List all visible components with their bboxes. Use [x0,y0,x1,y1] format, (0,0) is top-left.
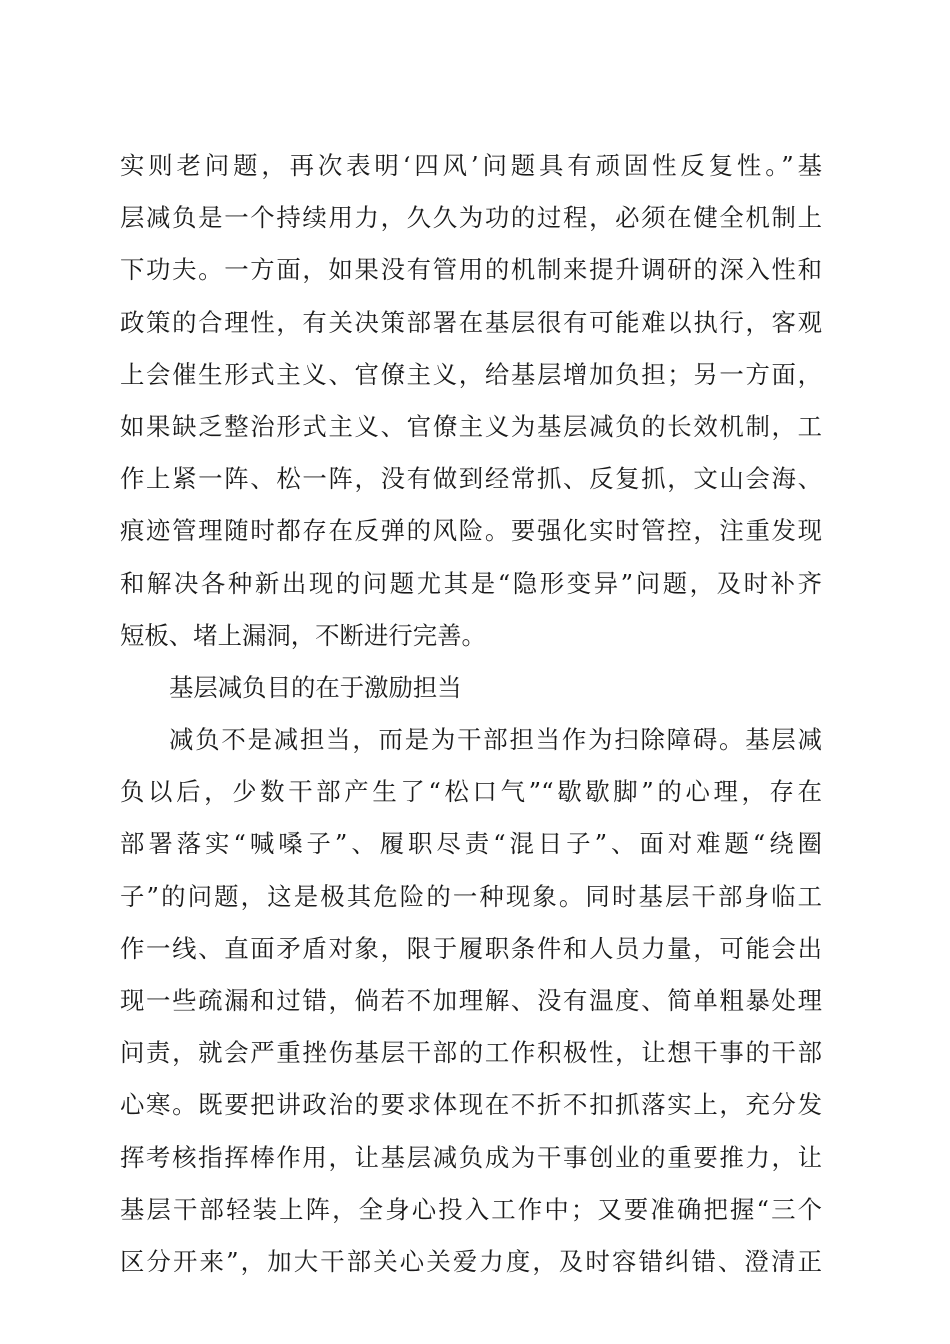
text-line: 上会催生形式主义、官僚主义，给基层增加负担；另一方面， [120,359,822,389]
text-line: 现一些疏漏和过错，倘若不加理解、没有温度、简单粗暴处理 [120,986,822,1015]
text-line: 部署落实“喊嗓子”、履职尽责“混日子”、面对难题“绕圈 [120,829,822,859]
text-line: 作一线、直面矛盾对象，限于履职条件和人员力量，可能会出 [120,933,822,963]
text-line: 区分开来”，加大干部关心关爱力度，及时容错纠错、澄清正 [120,1246,822,1276]
document-body [120,140,822,1288]
text-line: 挥考核指挥棒作用，让基层减负成为干事创业的重要推力，让 [120,1142,822,1172]
paragraph-2 [120,714,822,1288]
text-line: 问责，就会严重挫伤基层干部的工作积极性，让想干事的干部 [120,1038,822,1068]
text-line: 短板、堵上漏洞，不断进行完善。 [120,620,486,650]
text-line: 减负不是减担当，而是为干部担当作为扫除障碍。基层减 [169,725,822,755]
paragraph-1 [120,140,822,662]
section-heading: 基层减负目的在于激励担当 [169,672,462,702]
text-line: 实则老问题，再次表明‘四风’问题具有顽固性反复性。”基 [120,151,822,180]
text-line: 和解决各种新出现的问题尤其是“隐形变异”问题，及时补齐 [120,568,822,598]
text-line: 子”的问题，这是极其危险的一种现象。同时基层干部身临工 [120,881,822,911]
text-line: 痕迹管理随时都存在反弹的风险。要强化实时管控，注重发现 [120,516,822,546]
text-line: 作上紧一阵、松一阵，没有做到经常抓、反复抓，文山会海、 [120,464,822,494]
text-line: 基层干部轻装上阵，全身心投入工作中；又要准确把握“三个 [120,1194,822,1224]
text-line: 负以后，少数干部产生了“松口气”“歇歇脚”的心理，存在 [120,777,822,807]
text-line: 如果缺乏整治形式主义、官僚主义为基层减负的长效机制，工 [120,411,822,441]
text-line: 层减负是一个持续用力，久久为功的过程，必须在健全机制上 [120,203,822,233]
text-line: 政策的合理性，有关决策部署在基层很有可能难以执行，客观 [120,307,822,337]
text-line: 下功夫。一方面，如果没有管用的机制来提升调研的深入性和 [120,255,822,285]
text-line: 心寒。既要把讲政治的要求体现在不折不扣抓落实上，充分发 [120,1090,822,1120]
